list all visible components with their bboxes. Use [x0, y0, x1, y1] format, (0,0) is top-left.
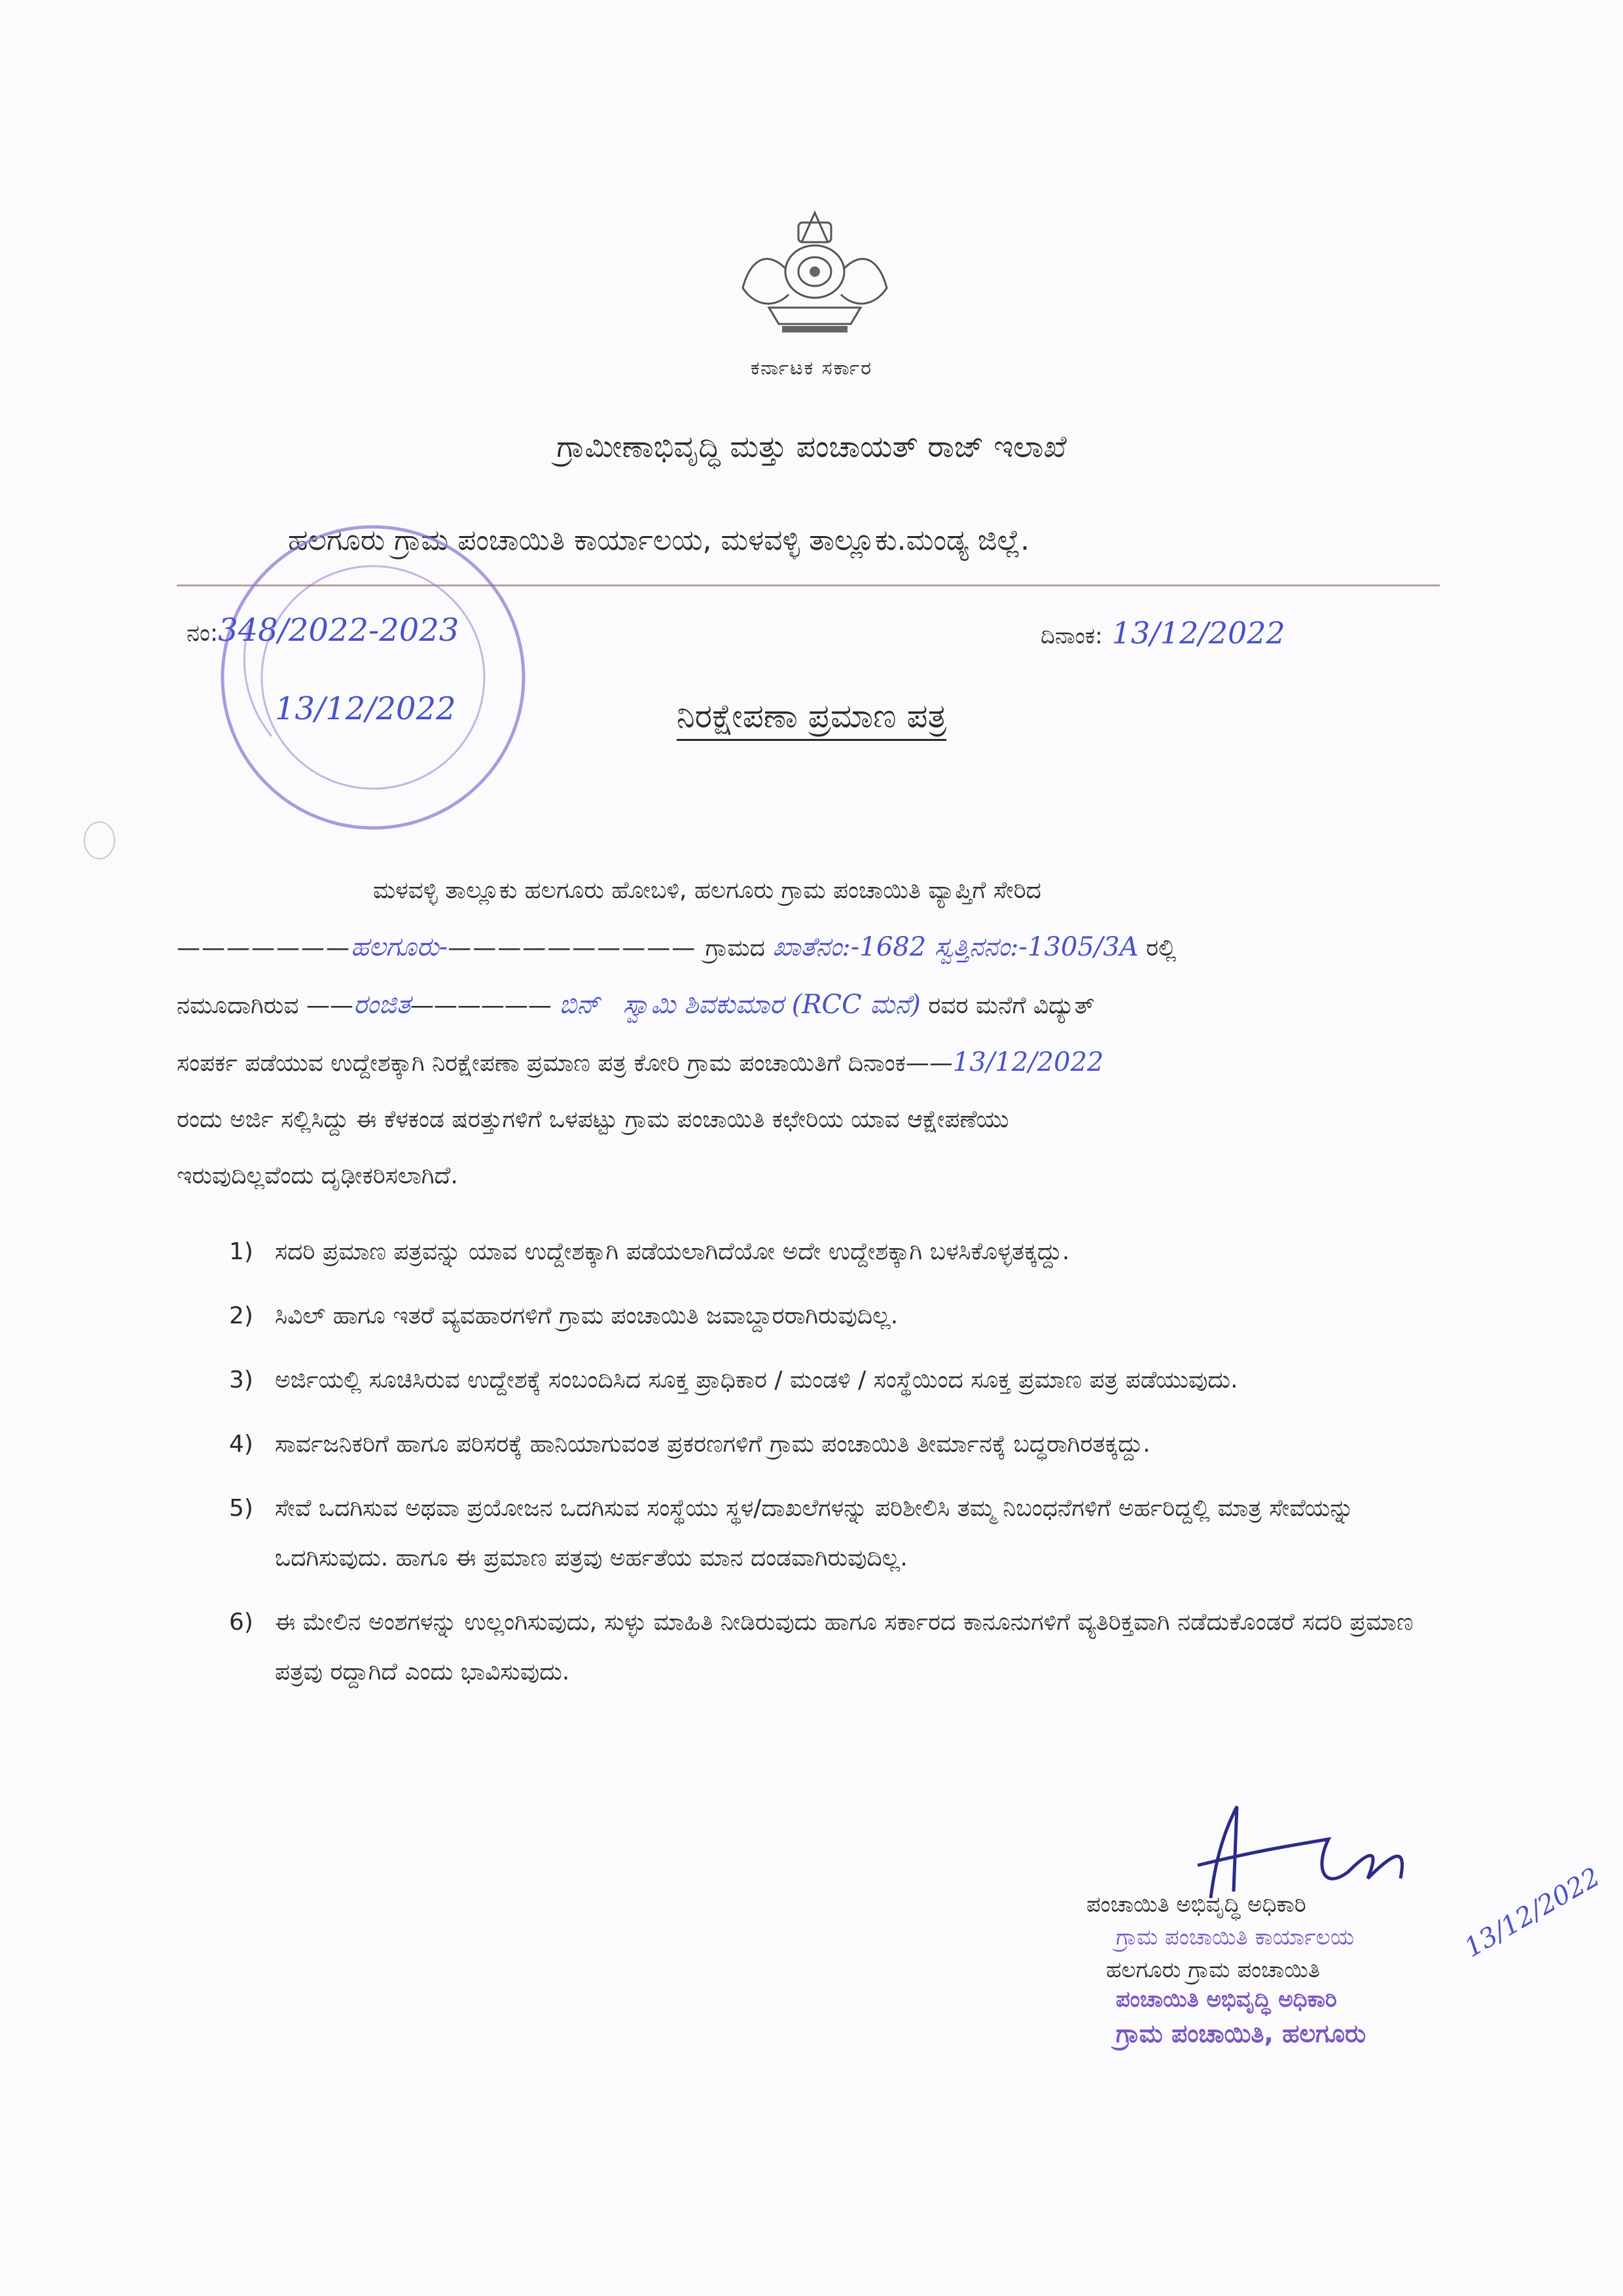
karnataka-emblem-icon — [730, 209, 900, 340]
property-number: ಖಾತೆನಂ:-1682 ಸ್ವತ್ತಿನನಂ:-1305/3A — [772, 932, 1139, 962]
signatory-designation: ಪಂಚಾಯಿತಿ ಅಭಿವೃದ್ಧಿ ಅಧಿಕಾರಿ — [1086, 1892, 1306, 1918]
punch-hole — [84, 821, 115, 859]
signature-date: 13/12/2022 — [1459, 1861, 1605, 1964]
body-line-4-text: ಸಂಪರ್ಕ ಪಡೆಯುವ ಉದ್ದೇಶಕ್ಕಾಗಿ ನಿರಕ್ಷೇಪಣಾ ಪ್ರಮಾಣ ಪತ್ರ ಕೋರಿ ಗ್ರಾಮ ಪಂಚಾಯಿತಿಗೆ ದಿನಾಂಕ — [177, 1050, 906, 1077]
condition-text: ಸೇವೆ ಒದಗಿಸುವ ಅಥವಾ ಪ್ರಯೋಜನ ಒದಗಿಸುವ ಸಂಸ್ಥೆಯು ಸ್ಥಳ/ದಾಖಲೆಗಳನ್ನು ಪರಿಶೀಲಿಸಿ ತಮ್ಮ ನಿಬಂಧನೆಗಳಿಗೆ ಅರ್ಹರಿದ್ದಲ್ಲಿ ಮಾತ್ರ ಸೇವೆಯನ್ನು ಒದಗಿಸುವುದು. ಹಾಗೂ ಈ ಪ್ರಮಾಣ ಪತ್ರವು ಅರ್ಹತೆಯ ಮಾನ ದಂಡವಾಗಿರುವುದಿಲ್ಲ. — [275, 1495, 1354, 1571]
title-text: ನಿರಕ್ಷೇಪಣಾ ಪ್ರಮಾಣ ಪತ್ರ — [677, 697, 946, 741]
stamp-line-1: ಗ್ರಾಮ ಪಂಚಾಯಿತಿ ಕಾರ್ಯಾಲಯ — [1116, 1924, 1355, 1950]
condition-text: ಈ ಮೇಲಿನ ಅಂಶಗಳನ್ನು ಉಲ್ಲಂಗಿಸುವುದು, ಸುಳ್ಳು ಮಾಹಿತಿ ನೀಡಿರುವುದು ಹಾಗೂ ಸರ್ಕಾರದ ಕಾನೂನುಗಳಿಗೆ ವ್ಯತಿರಿಕ್ತವಾಗಿ ನಡೆದುಕೊಂಡರೆ ಸದರಿ ಪ್ರಮಾಣ ಪತ್ರವು ರದ್ದಾಗಿದೆ ಎಂದು ಭಾವಿಸುವುದು. — [275, 1609, 1414, 1685]
condition-item — [229, 1484, 1440, 1583]
condition-item — [229, 1227, 1440, 1277]
condition-number: 3) — [229, 1367, 253, 1393]
village-name: ಹಲಗೂರು- — [351, 932, 448, 962]
relation-label: ಬಿನ್ — [559, 990, 600, 1020]
condition-item — [229, 1291, 1440, 1341]
date-value: 13/12/2022 — [1111, 615, 1285, 651]
ralli-label: ರಲ್ಲಿ — [1146, 935, 1177, 961]
gramada-label: ಗ್ರಾಮದ — [705, 935, 765, 961]
condition-number: 1) — [229, 1238, 253, 1265]
body-line-3: ನಮೂದಾಗಿರುವ ——ರಂಜಿತ—————— ಬಿನ್ ಸ್ವಾಮಿ ಶಿವಕುಮಾರ (RCC ಮನೆ) ರವರ ಮನೆಗೆ ವಿದ್ಯುತ್ — [177, 990, 1095, 1020]
condition-number: 5) — [229, 1495, 253, 1522]
condition-text: ಸಿವಿಲ್ ಹಾಗೂ ಇತರೆ ವ್ಯವಹಾರಗಳಿಗೆ ಗ್ರಾಮ ಪಂಚಾಯಿತಿ ಜವಾಬ್ದಾರರಾಗಿರುವುದಿಲ್ಲ. — [275, 1302, 899, 1329]
government-name: ಕರ್ನಾಟಕ ಸರ್ಕಾರ — [750, 357, 873, 380]
seal-date: 13/12/2022 — [275, 691, 456, 727]
date-label: ದಿನಾಂಕ: — [1041, 623, 1103, 649]
conditions-list — [229, 1227, 1440, 1712]
panchayat-seal — [187, 507, 543, 841]
reference-number — [187, 612, 459, 649]
stamp-line-2: ಪಂಚಾಯಿತಿ ಅಭಿವೃದ್ಧಿ ಅಧಿಕಾರಿ — [1116, 1986, 1337, 2013]
condition-item — [229, 1598, 1440, 1697]
samudagiruva-label: ನಮೂದಾಗಿರುವ — [177, 992, 299, 1019]
office-address: ಹಲಗೂರು ಗ್ರಾಮ ಪಂಚಾಯಿತಿ ಕಾರ್ಯಾಲಯ, ಮಳವಳ್ಳಿ ತಾಲ್ಲೂಕು.ಮಂಡ್ಯ ಜಿಲ್ಲೆ. — [288, 524, 1030, 557]
condition-text: ಅರ್ಜಿಯಲ್ಲಿ ಸೂಚಿಸಿರುವ ಉದ್ದೇಶಕ್ಕೆ ಸಂಬಂದಿಸಿದ ಸೂಕ್ತ ಪ್ರಾಧಿಕಾರ / ಮಂಡಳಿ / ಸಂಸ್ಥೆಯಿಂದ ಸೂಕ್ತ ಪ್ರಮಾಣ ಪತ್ರ ಪಡೆಯುವುದು. — [275, 1367, 1238, 1393]
body-line-4: ಸಂಪರ್ಕ ಪಡೆಯುವ ಉದ್ದೇಶಕ್ಕಾಗಿ ನಿರಕ್ಷೇಪಣಾ ಪ್ರಮಾಣ ಪತ್ರ ಕೋರಿ ಗ್ರಾಮ ಪಂಚಾಯಿತಿಗೆ ದಿನಾಂಕ——13/12/2022 — [177, 1047, 1104, 1077]
body-line-2: ———————ಹಲಗೂರು-—————————— ಗ್ರಾಮದ ಖಾತೆನಂ:-1682 ಸ್ವತ್ತಿನನಂ:-1305/3A ರಲ್ಲಿ — [177, 932, 1177, 962]
body-line-5: ರಂದು ಅರ್ಜಿ ಸಲ್ಲಿಸಿದ್ದು ಈ ಕೆಳಕಂಡ ಷರತ್ತುಗಳಿಗೆ ಒಳಪಟ್ಟು ಗ್ರಾಮ ಪಂಚಾಯಿತಿ ಕಛೇರಿಯ ಯಾವ ಆಕ್ಷೇಪಣೆಯು — [177, 1106, 1009, 1133]
condition-item — [229, 1420, 1440, 1469]
body-line-6: ಇರುವುದಿಲ್ಲವೆಂದು ದೃಢೀಕರಿಸಲಾಗಿದೆ. — [177, 1162, 458, 1189]
signatory-place: ಹಲಗೂರು ಗ್ರಾಮ ಪಂಚಾಯಿತಿ — [1106, 1957, 1320, 1983]
condition-text: ಸದರಿ ಪ್ರಮಾಣ ಪತ್ರವನ್ನು ಯಾವ ಉದ್ದೇಶಕ್ಕಾಗಿ ಪಡೆಯಲಾಗಿದೆಯೋ ಅದೇ ಉದ್ದೇಶಕ್ಕಾಗಿ ಬಳಸಿಕೊಳ್ಳತಕ್ಕದ್ದು. — [275, 1238, 1070, 1265]
condition-number: 2) — [229, 1302, 253, 1329]
ref-no-value: 348/2022-2023 — [218, 612, 459, 649]
applicant-name: ರಂಜಿತ — [353, 990, 410, 1020]
body-paragraph — [177, 863, 1433, 1204]
condition-text: ಸಾರ್ವಜನಿಕರಿಗೆ ಹಾಗೂ ಪರಿಸರಕ್ಕೆ ಹಾನಿಯಾಗುವಂತ ಪ್ರಕರಣಗಳಿಗೆ ಗ್ರಾಮ ಪಂಚಾಯಿತಿ ತೀರ್ಮಾನಕ್ಕೆ ಬದ್ಧರಾಗಿರತಕ್ಕದ್ದು. — [275, 1431, 1150, 1458]
condition-item — [229, 1355, 1440, 1405]
stamp-line-3: ಗ್ರಾಮ ಪಂಚಾಯಿತಿ, ಹಲಗೂರು — [1116, 2019, 1366, 2048]
father-name: ಸ್ವಾಮಿ ಶಿವಕುಮಾರ (RCC ಮನೆ) — [622, 990, 921, 1020]
condition-number: 4) — [229, 1431, 253, 1458]
application-date: 13/12/2022 — [952, 1047, 1104, 1077]
condition-number: 6) — [229, 1609, 253, 1636]
document-title — [0, 697, 1623, 736]
body-line-1: ಮಳವಳ್ಳಿ ತಾಲ್ಲೂಕು ಹಲಗೂರು ಹೋಬಳಿ, ಹಲಗೂರು ಗ್ರಾಮ ಪಂಚಾಯಿತಿ ವ್ಯಾಪ್ತಿಗೆ ಸೇರಿದ — [373, 877, 1042, 904]
rvara-label: ರವರ ಮನೆಗೆ ವಿದ್ಯುತ್ — [928, 992, 1095, 1019]
document-date — [1041, 615, 1285, 651]
ref-no-label: ನಂ: — [187, 620, 219, 647]
department-name: ಗ್ರಾಮೀಣಾಭಿವೃದ್ಧಿ ಮತ್ತು ಪಂಚಾಯತ್ ರಾಜ್ ಇಲಾಖೆ — [556, 429, 1067, 464]
